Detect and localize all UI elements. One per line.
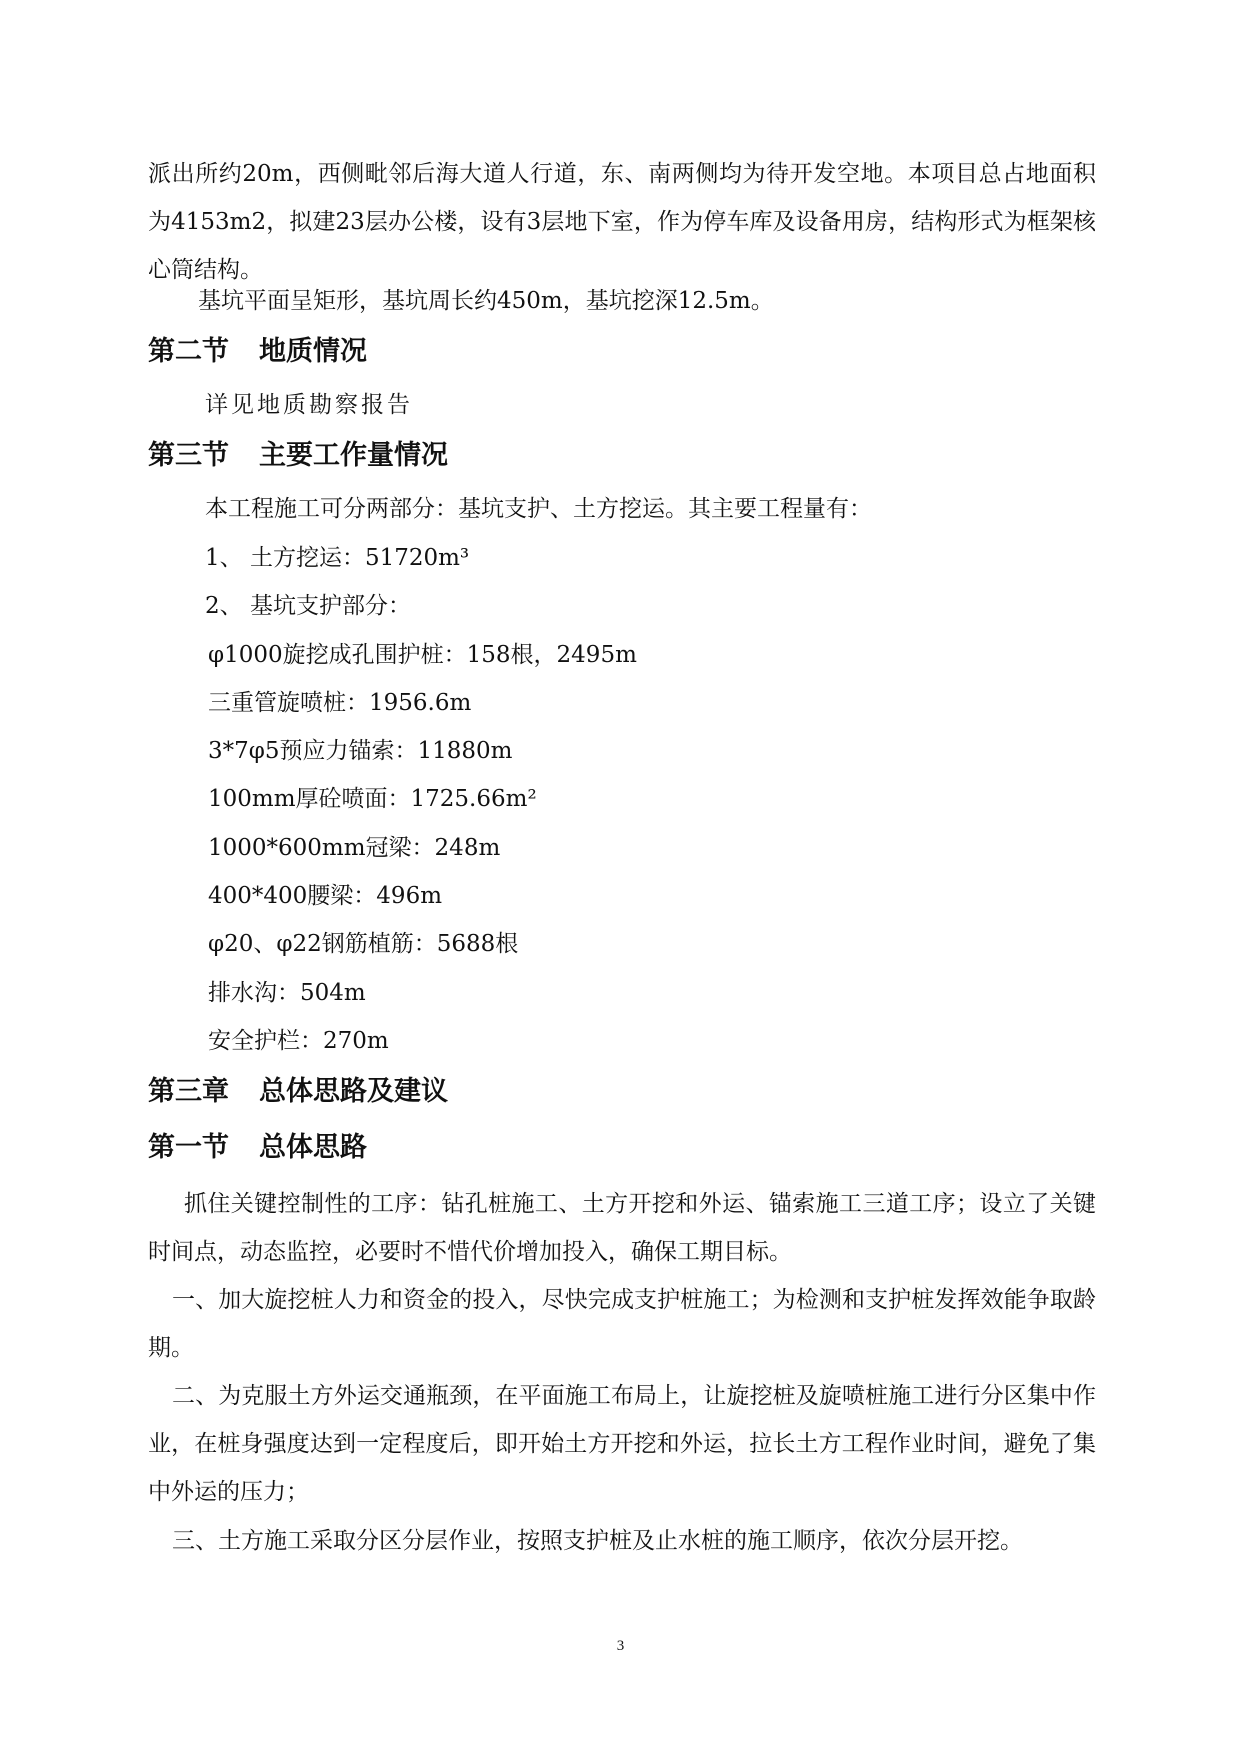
section-title: 主要工作量情况 (259, 440, 448, 471)
workload-item: 100mm厚砼喷面：1725.66m² (208, 786, 537, 812)
intro-paragraph: 派出所约20m，西侧毗邻后海大道人行道，东、南两侧均为待开发空地。本项目总占地面积为4153m2，拟建23层办公楼，设有3层地下室，作为停车库及设备用房，结构形式为框架核心筒结构。 (148, 161, 1096, 283)
geology-body: 详见地质勘察报告 (205, 392, 413, 418)
workload-item: 2、 基坑支护部分： (205, 593, 411, 619)
section-heading-approach (148, 1130, 367, 1166)
section-number: 第三节 (148, 440, 229, 471)
workload-item: φ20、φ22钢筋植筋：5688根 (208, 931, 519, 957)
section-number: 第二节 (148, 336, 229, 367)
chapter-number: 第三章 (148, 1076, 229, 1107)
approach-paragraph: 一、加大旋挖桩人力和资金的投入，尽快完成支护桩施工；为检测和支护桩发挥效能争取龄期。 (148, 1287, 1096, 1361)
page-number: 3 (616, 1638, 625, 1654)
chapter-heading (148, 1074, 448, 1110)
approach-paragraph: 二、为克服土方外运交通瓶颈，在平面施工布局上，让旋挖桩及旋喷桩施工进行分区集中作业，在桩身强度达到一定程度后，即开始土方开挖和外运，拉长土方工程作业时间，避免了集中外运的压力； (148, 1383, 1096, 1505)
section-heading-workload (148, 438, 448, 474)
workload-item: 1000*600mm冠梁：248m (208, 835, 501, 861)
chapter-title: 总体思路及建议 (259, 1076, 448, 1107)
workload-item: 三重管旋喷桩：1956.6m (208, 690, 472, 716)
section-title: 总体思路 (259, 1132, 367, 1163)
section-number: 第一节 (148, 1132, 229, 1163)
pit-description: 基坑平面呈矩形，基坑周长约450m，基坑挖深12.5m。 (198, 288, 774, 314)
section-title: 地质情况 (259, 336, 367, 367)
workload-item: 3*7φ5预应力锚索：11880m (208, 738, 513, 764)
workload-intro: 本工程施工可分两部分：基坑支护、土方挖运。其主要工程量有： (205, 496, 872, 522)
section-heading-geology (148, 334, 367, 370)
approach-paragraph: 三、土方施工采取分区分层作业，按照支护桩及止水桩的施工顺序，依次分层开挖。 (172, 1528, 1023, 1554)
workload-item: 1、 土方挖运：51720m³ (205, 545, 470, 571)
workload-item: 400*400腰梁：496m (208, 883, 443, 909)
workload-item: φ1000旋挖成孔围护桩：158根，2495m (208, 642, 637, 668)
approach-paragraph: 抓住关键控制性的工序：钻孔桩施工、土方开挖和外运、锚索施工三道工序；设立了关键时间点，动态监控，必要时不惜代价增加投入，确保工期目标。 (148, 1191, 1096, 1265)
workload-item: 安全护栏：270m (208, 1028, 389, 1054)
workload-item: 排水沟：504m (208, 980, 366, 1006)
